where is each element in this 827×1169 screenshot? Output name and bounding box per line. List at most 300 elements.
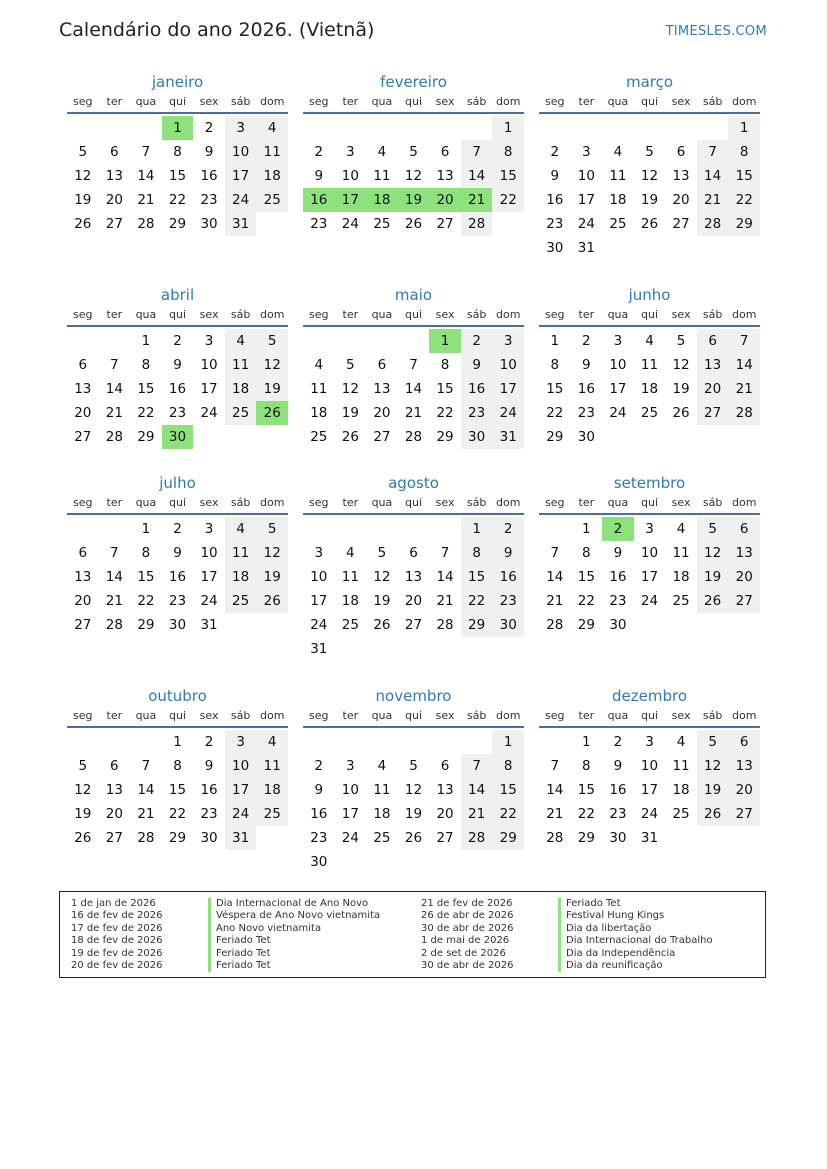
legend-date: 16 de fev de 2026	[71, 910, 163, 922]
weekday-label: sáb	[702, 496, 723, 509]
empty-day-cell	[461, 116, 493, 140]
day-cell: 10	[310, 569, 328, 585]
day-cell: 5	[256, 517, 288, 541]
day-cell: 23	[200, 806, 218, 822]
weekday-label: dom	[259, 709, 285, 722]
day-cell: 3	[346, 144, 355, 160]
day-cell: 2	[173, 333, 182, 349]
weekday-label: seg	[545, 709, 565, 722]
day-cell: 4	[613, 144, 623, 160]
month-março	[539, 71, 760, 260]
day-cell: 7	[440, 545, 450, 561]
day-cell: 7	[728, 329, 760, 353]
day-cell: 27	[436, 830, 454, 846]
empty-day-cell	[335, 730, 367, 754]
day-cell: 13	[672, 168, 690, 184]
day-cell: 9	[550, 168, 560, 184]
day-cell: 30	[609, 617, 627, 633]
day-cell: 24	[609, 405, 627, 421]
empty-day-cell	[130, 730, 162, 754]
day-cell: 3	[645, 521, 654, 537]
day-cell: 23	[577, 405, 595, 421]
day-cell: 25	[225, 401, 257, 425]
day-cell: 13	[404, 569, 423, 585]
day-cell: 14	[697, 164, 729, 188]
legend-holiday-name: Feriado Tet	[208, 935, 380, 947]
day-cell: 29	[137, 429, 155, 445]
day-cell: 16	[168, 381, 187, 397]
holiday-day-cell: 2	[602, 517, 634, 541]
day-grid	[67, 329, 288, 449]
day-cell: 21	[105, 593, 123, 609]
month-name: janeiro	[151, 73, 204, 91]
day-cell: 18	[341, 593, 359, 609]
weekday-label: ter	[342, 709, 359, 722]
weekday-header	[539, 93, 760, 114]
holiday-day-cell: 20	[429, 188, 461, 212]
day-cell: 14	[105, 569, 123, 585]
day-cell: 13	[74, 569, 92, 585]
day-cell: 2	[314, 144, 324, 160]
legend-holiday-name: Feriado Tet	[208, 948, 380, 960]
page-title: Calendário do ano 2026. (Vietnã)	[59, 19, 375, 41]
day-cell: 8	[173, 758, 182, 774]
day-cell: 2	[314, 758, 324, 774]
empty-day-cell	[398, 730, 430, 754]
day-cell: 5	[697, 517, 729, 541]
day-cell: 10	[225, 754, 257, 778]
weekday-label: sáb	[230, 709, 251, 722]
legend-holiday-name: Dia da Independência	[558, 948, 713, 960]
weekday-label: seg	[73, 308, 93, 321]
day-cell: 16	[200, 168, 218, 184]
weekday-label: seg	[73, 709, 93, 722]
day-cell: 1	[582, 521, 591, 537]
day-cell: 6	[728, 730, 760, 754]
day-cell: 24	[640, 593, 659, 609]
weekday-header	[303, 494, 524, 515]
weekday-header	[539, 494, 760, 515]
day-cell: 18	[310, 405, 328, 421]
weekday-label: qui	[640, 308, 658, 321]
empty-day-cell	[571, 116, 603, 140]
weekday-label: sex	[671, 95, 691, 108]
weekday-header	[67, 93, 288, 114]
day-cell: 2	[204, 120, 214, 136]
day-cell: 21	[137, 806, 155, 822]
legend-date: 17 de fev de 2026	[71, 922, 163, 934]
day-cell: 23	[168, 593, 187, 609]
day-cell: 27	[74, 617, 92, 633]
month-agosto	[303, 472, 524, 661]
day-cell: 25	[672, 593, 690, 609]
day-cell: 5	[78, 758, 88, 774]
day-cell: 12	[256, 353, 288, 377]
weekday-label: qui	[168, 95, 186, 108]
legend-holiday-name: Dia Internacional de Ano Novo	[208, 898, 380, 910]
day-cell: 19	[640, 192, 659, 208]
day-cell: 26	[341, 429, 359, 445]
day-cell: 17	[492, 377, 524, 401]
day-cell: 8	[728, 140, 760, 164]
day-cell: 20	[74, 405, 92, 421]
brand-link[interactable]: TIMESLES.COM	[665, 24, 767, 39]
day-cell: 24	[577, 216, 595, 232]
day-cell: 29	[577, 830, 595, 846]
day-cell: 31	[225, 826, 257, 850]
weekday-header	[67, 306, 288, 327]
day-cell: 18	[609, 192, 627, 208]
legend-holiday-name: Véspera de Ano Novo vietnamita	[208, 910, 380, 922]
day-cell: 3	[204, 521, 214, 537]
empty-day-cell	[335, 329, 367, 353]
day-cell: 11	[609, 168, 627, 184]
empty-day-cell	[67, 329, 99, 353]
day-cell: 28	[404, 429, 423, 445]
day-cell: 11	[672, 758, 690, 774]
weekday-label: sex	[671, 709, 691, 722]
month-abril	[67, 284, 288, 449]
day-cell: 25	[373, 830, 391, 846]
day-cell: 12	[672, 357, 690, 373]
day-cell: 18	[225, 565, 257, 589]
empty-day-cell	[67, 730, 99, 754]
day-cell: 28	[105, 429, 123, 445]
day-cell: 10	[609, 357, 627, 373]
day-cell: 18	[672, 569, 690, 585]
weekday-label: qui	[640, 709, 658, 722]
legend-holiday-name: Feriado Tet	[208, 960, 380, 972]
day-cell: 7	[409, 357, 418, 373]
day-cell: 7	[141, 144, 151, 160]
day-cell: 28	[105, 617, 123, 633]
day-cell: 23	[609, 593, 627, 609]
day-cell: 6	[78, 357, 88, 373]
day-cell: 26	[672, 405, 690, 421]
weekday-label: ter	[342, 496, 359, 509]
weekday-label: sáb	[466, 95, 487, 108]
weekday-label: qui	[404, 496, 422, 509]
day-cell: 3	[645, 734, 654, 750]
day-cell: 9	[173, 545, 182, 561]
weekday-label: qua	[371, 709, 393, 722]
day-cell: 3	[204, 333, 214, 349]
day-cell: 25	[256, 802, 288, 826]
day-cell: 3	[225, 730, 257, 754]
day-cell: 29	[728, 212, 760, 236]
day-cell: 3	[613, 333, 623, 349]
weekday-label: dom	[495, 95, 521, 108]
day-cell: 20	[404, 593, 423, 609]
holiday-day-cell: 26	[256, 401, 288, 425]
day-grid	[67, 730, 288, 850]
day-cell: 17	[200, 381, 218, 397]
day-cell: 12	[74, 168, 92, 184]
day-cell: 18	[256, 164, 288, 188]
day-cell: 25	[310, 429, 328, 445]
day-cell: 23	[200, 192, 218, 208]
weekday-label: sáb	[230, 95, 251, 108]
day-cell: 6	[409, 545, 418, 561]
weekday-label: qui	[168, 496, 186, 509]
day-cell: 17	[341, 806, 359, 822]
day-cell: 25	[373, 216, 391, 232]
day-cell: 21	[546, 593, 564, 609]
weekday-label: seg	[545, 308, 565, 321]
weekday-label: sex	[671, 308, 691, 321]
day-cell: 4	[676, 521, 686, 537]
day-cell: 26	[373, 617, 391, 633]
weekday-label: qua	[135, 308, 157, 321]
weekday-label: sáb	[702, 308, 723, 321]
day-cell: 19	[373, 593, 391, 609]
day-cell: 6	[728, 517, 760, 541]
weekday-label: qua	[135, 496, 157, 509]
day-cell: 8	[550, 357, 560, 373]
day-cell: 9	[582, 357, 591, 373]
day-cell: 15	[492, 778, 524, 802]
weekday-label: ter	[106, 95, 123, 108]
empty-day-cell	[539, 116, 571, 140]
day-cell: 10	[640, 758, 659, 774]
day-cell: 17	[577, 192, 595, 208]
day-cell: 24	[310, 617, 328, 633]
day-cell: 1	[461, 517, 493, 541]
day-cell: 14	[137, 168, 155, 184]
day-cell: 8	[492, 140, 524, 164]
day-cell: 6	[110, 144, 119, 160]
holiday-day-cell: 1	[162, 116, 194, 140]
day-grid	[539, 329, 760, 449]
holiday-day-cell: 18	[366, 188, 398, 212]
day-cell: 7	[110, 357, 119, 373]
day-cell: 27	[728, 802, 760, 826]
weekday-label: ter	[106, 709, 123, 722]
day-cell: 8	[582, 758, 591, 774]
weekday-label: sex	[199, 95, 219, 108]
day-cell: 31	[640, 830, 659, 846]
day-cell: 8	[141, 357, 151, 373]
day-cell: 6	[110, 758, 119, 774]
day-cell: 8	[141, 545, 151, 561]
day-cell: 3	[582, 144, 591, 160]
weekday-label: seg	[309, 496, 329, 509]
day-cell: 24	[200, 405, 218, 421]
day-cell: 13	[436, 782, 454, 798]
day-cell: 14	[436, 569, 454, 585]
holiday-day-cell: 1	[429, 329, 461, 353]
weekday-label: dom	[731, 95, 757, 108]
day-cell: 13	[74, 381, 92, 397]
holiday-day-cell: 21	[461, 188, 493, 212]
day-cell: 22	[168, 192, 187, 208]
day-cell: 12	[697, 541, 729, 565]
day-cell: 8	[582, 545, 591, 561]
day-cell: 2	[492, 517, 524, 541]
day-cell: 14	[404, 381, 423, 397]
day-cell: 4	[645, 333, 654, 349]
day-cell: 20	[74, 593, 92, 609]
day-cell: 11	[310, 381, 328, 397]
weekday-label: sex	[435, 496, 455, 509]
month-setembro	[539, 472, 760, 637]
day-cell: 12	[697, 754, 729, 778]
day-cell: 7	[550, 545, 560, 561]
empty-day-cell	[634, 116, 666, 140]
empty-day-cell	[398, 329, 430, 353]
empty-day-cell	[99, 730, 131, 754]
weekday-label: sáb	[466, 496, 487, 509]
day-cell: 24	[200, 593, 218, 609]
empty-day-cell	[398, 517, 430, 541]
day-cell: 17	[640, 569, 659, 585]
holiday-legend	[59, 891, 766, 978]
day-cell: 2	[550, 144, 560, 160]
day-cell: 17	[225, 778, 257, 802]
day-cell: 16	[609, 569, 627, 585]
weekday-label: ter	[578, 709, 595, 722]
day-cell: 4	[377, 144, 387, 160]
day-cell: 9	[204, 758, 214, 774]
day-cell: 13	[373, 381, 391, 397]
day-cell: 20	[728, 565, 760, 589]
legend-date: 19 de fev de 2026	[71, 947, 163, 959]
day-cell: 10	[640, 545, 659, 561]
day-cell: 7	[461, 140, 493, 164]
weekday-label: seg	[545, 496, 565, 509]
day-cell: 10	[225, 140, 257, 164]
month-maio	[303, 284, 524, 449]
day-cell: 28	[461, 826, 493, 850]
day-cell: 5	[676, 333, 686, 349]
day-cell: 22	[492, 188, 524, 212]
month-julho	[67, 472, 288, 637]
legend-holiday-name: Feriado Tet	[558, 898, 713, 910]
weekday-label: sáb	[230, 308, 251, 321]
day-cell: 12	[74, 782, 92, 798]
day-cell: 27	[436, 216, 454, 232]
day-grid	[303, 116, 524, 236]
weekday-label: dom	[259, 308, 285, 321]
day-cell: 11	[672, 545, 690, 561]
day-cell: 2	[173, 521, 182, 537]
day-cell: 11	[373, 168, 391, 184]
weekday-label: qua	[371, 308, 393, 321]
day-cell: 12	[256, 541, 288, 565]
day-cell: 22	[546, 405, 564, 421]
day-cell: 1	[728, 116, 760, 140]
empty-day-cell	[366, 116, 398, 140]
weekday-header	[303, 707, 524, 728]
day-cell: 3	[492, 329, 524, 353]
legend-date: 21 de fev de 2026	[421, 898, 513, 909]
month-fevereiro	[303, 71, 524, 236]
day-cell: 26	[404, 830, 423, 846]
weekday-label: qui	[404, 308, 422, 321]
day-cell: 30	[577, 429, 595, 445]
legend-names-col-1	[208, 898, 380, 972]
day-cell: 29	[577, 617, 595, 633]
empty-day-cell	[602, 116, 634, 140]
day-cell: 11	[256, 754, 288, 778]
day-cell: 12	[640, 168, 659, 184]
day-cell: 28	[137, 830, 155, 846]
day-cell: 23	[310, 216, 328, 232]
day-cell: 10	[341, 782, 359, 798]
weekday-label: qua	[607, 496, 629, 509]
month-name: novembro	[375, 687, 452, 705]
day-cell: 7	[141, 758, 151, 774]
day-cell: 23	[168, 405, 187, 421]
day-cell: 4	[225, 517, 257, 541]
day-cell: 17	[200, 569, 218, 585]
day-cell: 17	[310, 593, 328, 609]
empty-day-cell	[303, 730, 335, 754]
day-cell: 29	[168, 216, 187, 232]
day-cell: 19	[74, 192, 92, 208]
day-cell: 23	[461, 401, 493, 425]
weekday-label: sex	[435, 709, 455, 722]
day-cell: 14	[728, 353, 760, 377]
day-cell: 19	[256, 377, 288, 401]
month-name: maio	[394, 286, 433, 304]
weekday-header	[539, 707, 760, 728]
weekday-label: qui	[404, 95, 422, 108]
day-cell: 9	[461, 353, 493, 377]
weekday-label: sáb	[702, 95, 723, 108]
day-cell: 20	[436, 806, 454, 822]
weekday-label: ter	[106, 308, 123, 321]
day-cell: 25	[609, 216, 627, 232]
day-cell: 24	[341, 216, 359, 232]
day-cell: 16	[200, 782, 218, 798]
day-cell: 2	[582, 333, 591, 349]
day-cell: 26	[640, 216, 659, 232]
day-cell: 19	[697, 565, 729, 589]
day-cell: 28	[728, 401, 760, 425]
day-cell: 30	[168, 617, 187, 633]
day-cell: 4	[377, 758, 387, 774]
day-cell: 14	[137, 782, 155, 798]
day-cell: 13	[728, 541, 760, 565]
month-novembro	[303, 685, 524, 874]
day-cell: 31	[200, 617, 218, 633]
day-cell: 18	[640, 381, 659, 397]
weekday-header	[539, 306, 760, 327]
day-cell: 15	[577, 569, 595, 585]
weekday-label: ter	[106, 496, 123, 509]
day-cell: 10	[200, 545, 218, 561]
weekday-header	[303, 93, 524, 114]
day-cell: 27	[105, 216, 123, 232]
weekday-label: sex	[435, 308, 455, 321]
day-cell: 23	[609, 806, 627, 822]
day-cell: 6	[440, 758, 450, 774]
day-cell: 16	[461, 377, 493, 401]
day-cell: 12	[404, 782, 423, 798]
day-cell: 30	[200, 216, 218, 232]
empty-day-cell	[366, 730, 398, 754]
day-cell: 15	[728, 164, 760, 188]
day-cell: 8	[461, 541, 493, 565]
day-cell: 7	[697, 140, 729, 164]
month-name: junho	[628, 286, 671, 304]
day-grid	[67, 116, 288, 236]
day-cell: 15	[546, 381, 564, 397]
day-cell: 17	[640, 782, 659, 798]
day-cell: 4	[676, 734, 686, 750]
day-cell: 18	[225, 377, 257, 401]
